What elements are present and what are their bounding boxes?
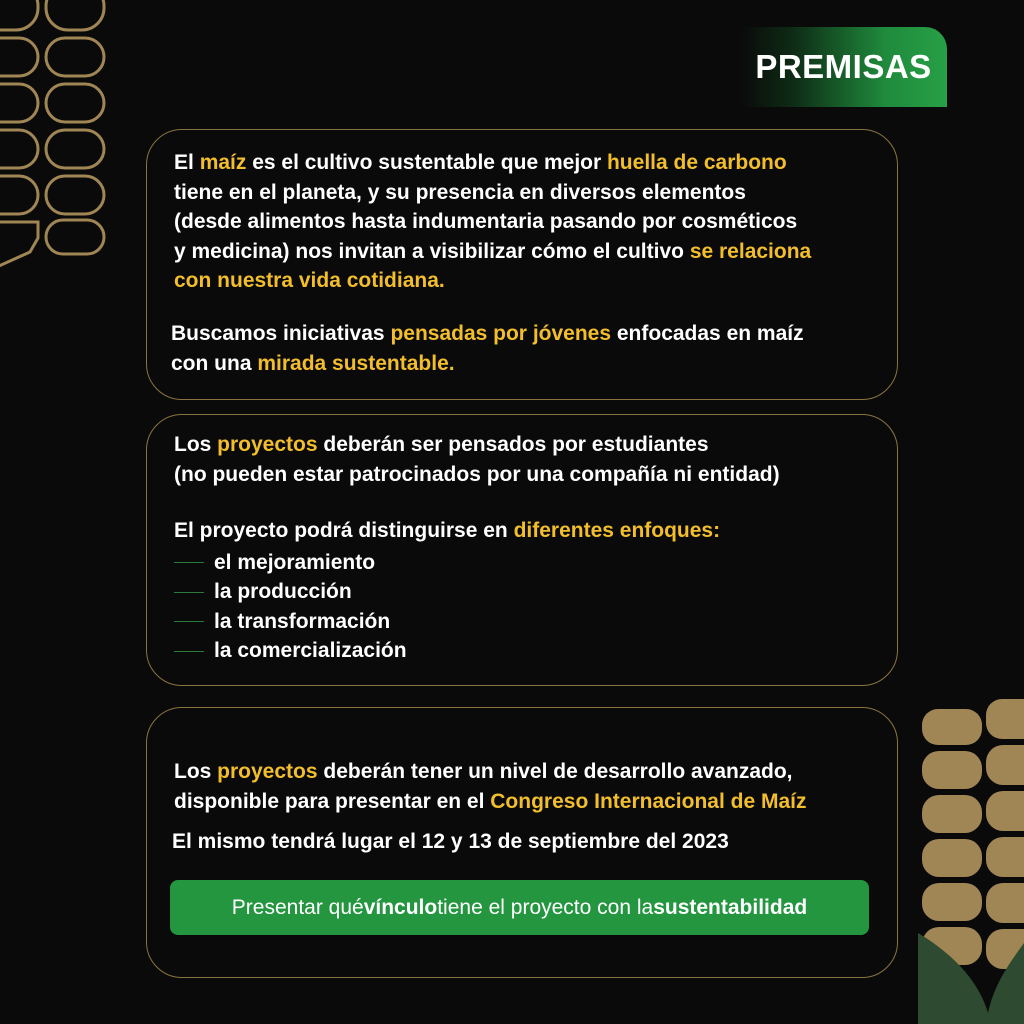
- text-line: El mismo tendrá lugar el 12 y 13 de septiembre del 2023: [172, 830, 729, 853]
- dash-icon: [174, 562, 204, 563]
- card2-paragraph-2: [174, 516, 720, 546]
- text-line: y medicina) nos invitan a visibilizar cómo el cultivo se relaciona: [174, 239, 812, 263]
- text-line: El maíz es el cultivo sustentable que mejor huella de carbono: [174, 151, 787, 174]
- card1-paragraph-2: [171, 319, 804, 378]
- text-line: Los proyectos deberán tener un nivel de desarrollo avanzado,: [174, 760, 793, 783]
- card2-paragraph-1: [174, 430, 780, 489]
- premisas-badge: [740, 27, 947, 107]
- dash-icon: [174, 592, 204, 593]
- sustainability-link-banner: Presentar qué vínculo tiene el proyecto con la sustentabilidad: [170, 880, 869, 935]
- dash-icon: [174, 621, 204, 622]
- card1-paragraph-1: [174, 148, 811, 296]
- text-line: Los proyectos deberán ser pensados por estudiantes: [174, 433, 709, 456]
- card3-paragraph-1: [174, 757, 807, 816]
- text-line: El proyecto podrá distinguirse en diferentes enfoques:: [174, 519, 721, 542]
- text-line: con una mirada sustentable.: [171, 351, 455, 375]
- badge-label: PREMISAS: [755, 48, 932, 85]
- text-line: con nuestra vida cotidiana.: [174, 269, 445, 292]
- focus-list: [174, 548, 407, 666]
- corn-kernels-decoration: [918, 695, 1024, 1024]
- text-line: (desde alimentos hasta indumentaria pasando por cosméticos: [174, 210, 798, 233]
- list-item: la transformación: [174, 607, 407, 637]
- list-item: la comercialización: [174, 637, 407, 667]
- text-line: (no pueden estar patrocinados por una compañía ni entidad): [174, 462, 780, 486]
- card3-paragraph-2: [172, 827, 729, 857]
- text-line: Buscamos iniciativas pensadas por jóvenes enfocadas en maíz: [171, 322, 804, 345]
- text-line: tiene en el planeta, y su presencia en diversos elementos: [174, 180, 746, 204]
- text-line: disponible para presentar en el Congreso Internacional de Maíz: [174, 789, 807, 813]
- list-item: el mejoramiento: [174, 548, 407, 578]
- list-item: la producción: [174, 578, 407, 608]
- dash-icon: [174, 651, 204, 652]
- corn-outline-decoration: [0, 0, 110, 275]
